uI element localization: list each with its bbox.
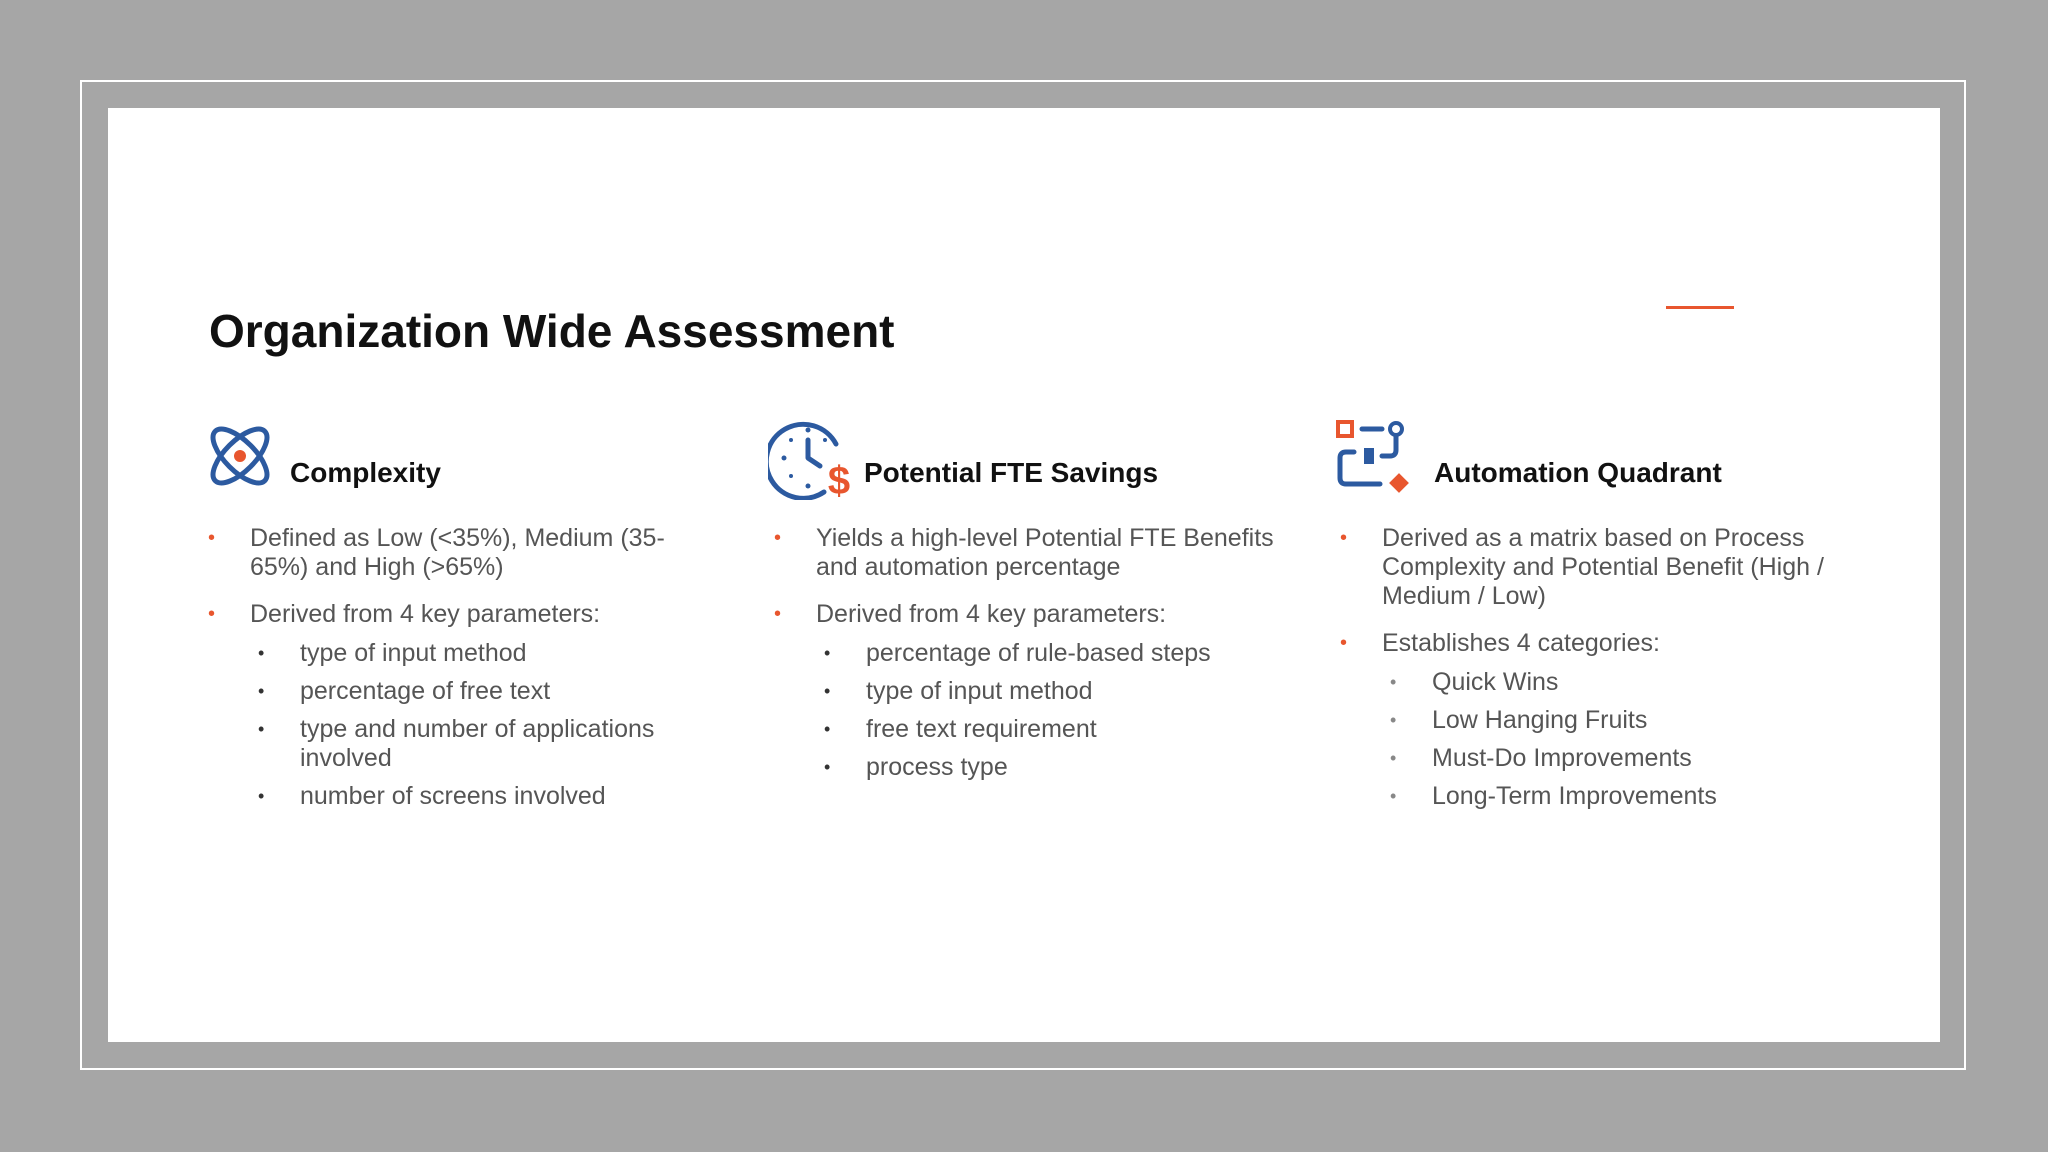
bullet-text: Yields a high-level Potential FTE Benefits and automation percentage — [816, 524, 1274, 581]
sub-bullet-text: percentage of free text — [300, 677, 551, 705]
accent-line — [1666, 306, 1734, 309]
sub-bullet-text: percentage of rule-based steps — [866, 639, 1211, 667]
sub-bullet-item — [250, 715, 702, 773]
workflow-icon — [1334, 416, 1414, 500]
sub-bullet-item — [816, 639, 1288, 668]
column-heading: Potential FTE Savings — [864, 457, 1159, 488]
slide-title: Organization Wide Assessment — [209, 305, 895, 357]
sub-bullet-text: type of input method — [866, 677, 1093, 705]
sub-bullet-marker: • — [1390, 672, 1397, 692]
bullet-text: Derived from 4 key parameters: — [250, 600, 601, 628]
sub-bullet-list — [250, 639, 702, 811]
bullet-text: Establishes 4 categories: — [1382, 629, 1660, 657]
clock-dollar-icon — [768, 416, 851, 500]
sub-bullet-marker: • — [824, 757, 831, 777]
sub-bullet-list — [816, 639, 1288, 782]
bullet-list — [202, 524, 702, 811]
bullet-marker: • — [774, 527, 782, 549]
sub-bullet-item — [250, 639, 702, 668]
sub-bullet-item — [816, 753, 1288, 782]
bullet-marker: • — [208, 603, 216, 625]
bullet-marker: • — [1340, 527, 1348, 549]
column-automation-quadrant — [1334, 416, 1874, 829]
sub-bullet-marker: • — [824, 643, 831, 663]
bullet-item — [202, 600, 702, 811]
sub-bullet-marker: • — [258, 643, 265, 663]
bullet-item — [768, 600, 1288, 782]
sub-bullet-marker: • — [258, 786, 265, 806]
sub-bullet-marker: • — [258, 719, 265, 739]
sub-bullet-item — [1382, 744, 1874, 773]
sub-bullet-marker: • — [1390, 786, 1397, 806]
bullet-text: Derived as a matrix based on Process Complexity and Potential Benefit (High / Medium / Low) — [1382, 524, 1824, 610]
bullet-list — [1334, 524, 1874, 811]
sub-bullet-text: Low Hanging Fruits — [1432, 706, 1648, 734]
sub-bullet-text: process type — [866, 753, 1008, 781]
sub-bullet-marker: • — [824, 719, 831, 739]
bullet-item — [768, 524, 1288, 582]
sub-bullet-item — [1382, 706, 1874, 735]
sub-bullet-item — [250, 782, 702, 811]
sub-bullet-text: type and number of applications involved — [300, 715, 655, 772]
column-header — [1334, 416, 1874, 500]
sub-bullet-item — [816, 715, 1288, 744]
sub-bullet-text: number of screens involved — [300, 782, 606, 810]
sub-bullet-item — [1382, 782, 1874, 811]
atom-icon — [202, 416, 282, 500]
bullet-list — [768, 524, 1288, 782]
column-heading: Automation Quadrant — [1434, 457, 1722, 488]
svg-text:$: $ — [827, 459, 851, 500]
column-complexity — [202, 416, 702, 829]
column-fte-savings — [768, 416, 1288, 800]
sub-bullet-marker: • — [258, 681, 265, 701]
bullet-item — [202, 524, 702, 582]
sub-bullet-item — [1382, 668, 1874, 697]
bullet-item — [1334, 524, 1874, 611]
sub-bullet-item — [250, 677, 702, 706]
bullet-text: Derived from 4 key parameters: — [816, 600, 1167, 628]
sub-bullet-marker: • — [824, 681, 831, 701]
bullet-marker: • — [208, 527, 216, 549]
sub-bullet-text: Quick Wins — [1432, 668, 1559, 696]
sub-bullet-text: free text requirement — [866, 715, 1097, 743]
sub-bullet-text: Long-Term Improvements — [1432, 782, 1717, 810]
sub-bullet-text: Must-Do Improvements — [1432, 744, 1692, 772]
sub-bullet-marker: • — [1390, 748, 1397, 768]
sub-bullet-marker: • — [1390, 710, 1397, 730]
column-header — [202, 416, 702, 500]
bullet-marker: • — [1340, 632, 1348, 654]
sub-bullet-text: type of input method — [300, 639, 527, 667]
column-header — [768, 416, 1288, 500]
sub-bullet-item — [816, 677, 1288, 706]
bullet-item — [1334, 629, 1874, 811]
column-heading: Complexity — [290, 457, 441, 488]
sub-bullet-list — [1382, 668, 1874, 811]
bullet-marker: • — [774, 603, 782, 625]
slide — [108, 108, 1940, 1042]
bullet-text: Defined as Low (<35%), Medium (35-65%) and High (>65%) — [250, 524, 665, 581]
